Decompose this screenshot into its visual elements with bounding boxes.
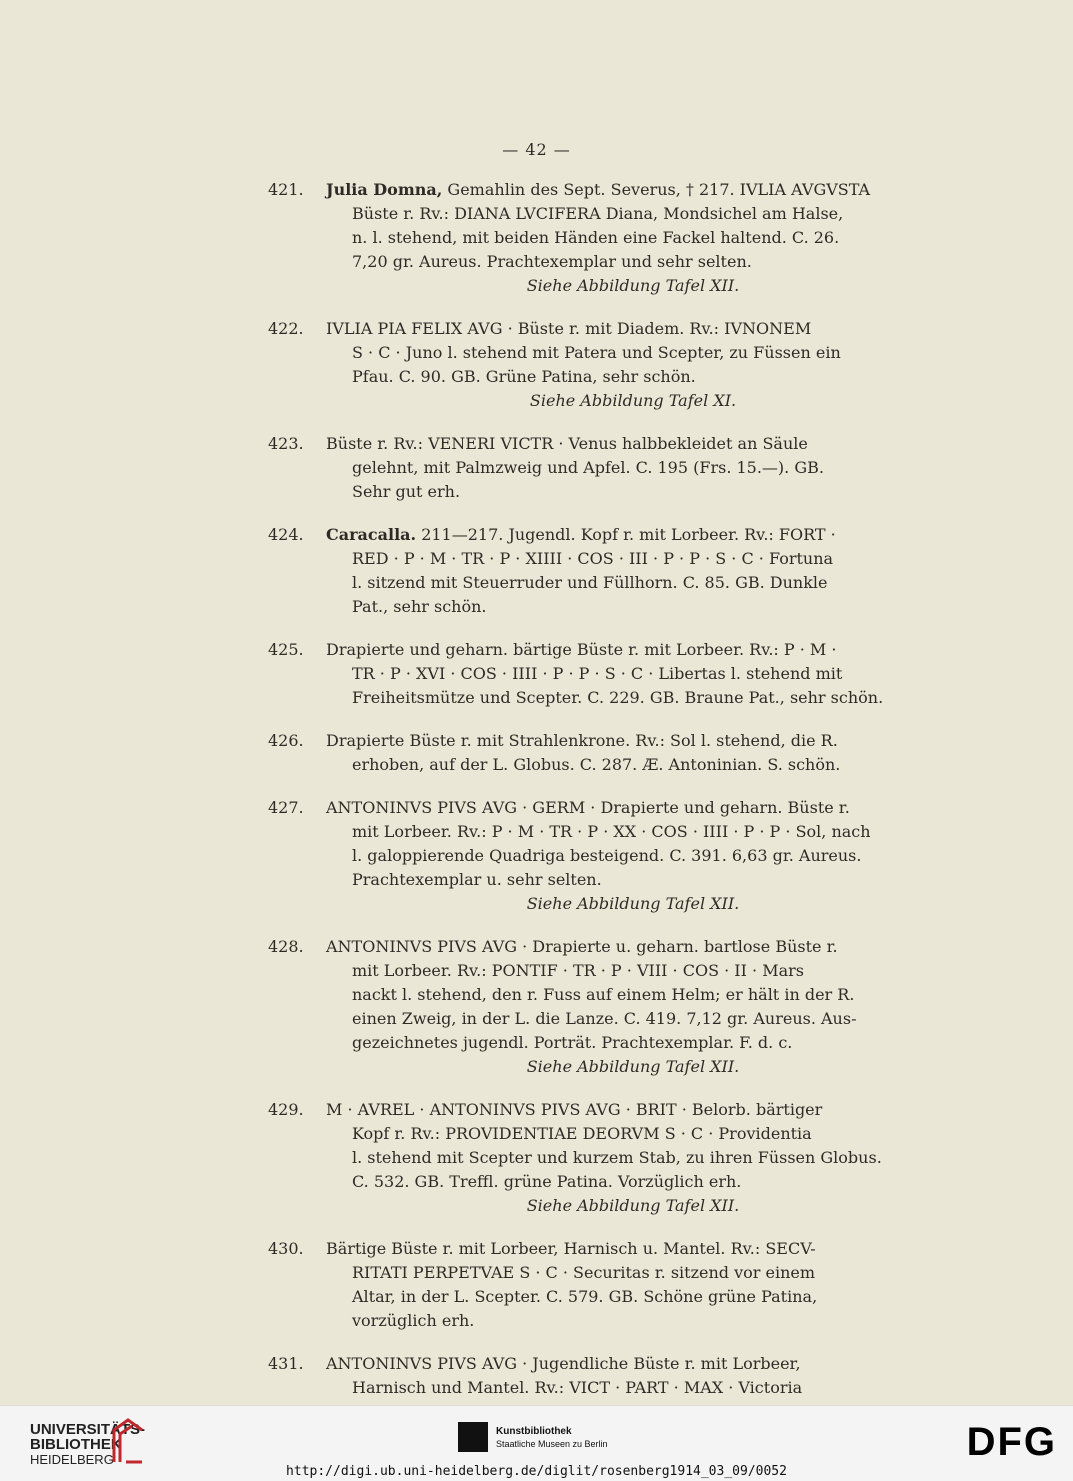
catalog-entries: [268, 178, 940, 1419]
entry-line: erhoben, auf der L. Globus. C. 287. Æ. Antoninian. S. schön.: [352, 755, 841, 774]
entry-line: Sehr gut erh.: [352, 482, 461, 501]
entry-number: 425.: [268, 640, 304, 659]
plate-reference: Siehe Abbildung Tafel XII.: [526, 894, 740, 913]
entry-number: 427.: [268, 798, 304, 817]
dfg-logo[interactable]: DFG: [966, 1420, 1057, 1464]
viewer-footer: [0, 1405, 1073, 1481]
entry-line: mit Lorbeer. Rv.: P · M · TR · P · XX · COS · IIII · P · P · Sol, nach: [352, 822, 871, 841]
uni-line3: HEIDELBERG: [30, 1452, 114, 1467]
entry-line: Freiheitsmütze und Scepter. C. 229. GB. Braune Pat., sehr schön.: [352, 688, 884, 707]
entry-number: 430.: [268, 1239, 304, 1258]
entry-number: 422.: [268, 319, 304, 338]
entry-line: Julia Domna, Gemahlin des Sept. Severus, † 217. IVLIA AVGVSTA: [326, 180, 871, 199]
entry-line: vorzüglich erh.: [352, 1311, 475, 1330]
entry-line: Bärtige Büste r. mit Lorbeer, Harnisch u. Mantel. Rv.: SECV-: [326, 1239, 816, 1258]
entry-line: Caracalla. 211—217. Jugendl. Kopf r. mit Lorbeer. Rv.: FORT ·: [326, 525, 836, 544]
ruler-name: Caracalla.: [326, 525, 417, 544]
entry-line: C. 532. GB. Treffl. grüne Patina. Vorzüglich erh.: [352, 1172, 742, 1191]
entry-text: [326, 317, 940, 413]
entry-line: Büste r. Rv.: DIANA LVCIFERA Diana, Mondsichel am Halse,: [352, 204, 844, 223]
entry-line: Harnisch und Mantel. Rv.: VICT · PART · MAX · Victoria: [352, 1378, 803, 1397]
entry-line: Drapierte und geharn. bärtige Büste r. mit Lorbeer. Rv.: P · M ·: [326, 640, 837, 659]
kunstbibliothek-icon: [458, 1422, 488, 1452]
entry-line: l. stehend mit Scepter und kurzem Stab, zu ihren Füssen Globus.: [352, 1148, 882, 1167]
entry-text: [326, 1237, 940, 1333]
uni-mark-icon: [110, 1416, 146, 1466]
plate-reference: Siehe Abbildung Tafel XI.: [529, 391, 737, 410]
entry-line: S · C · Juno l. stehend mit Patera und Scepter, zu Füssen ein: [352, 343, 841, 362]
entry-line: gelehnt, mit Palmzweig und Apfel. C. 195 (Frs. 15.—). GB.: [352, 458, 824, 477]
catalog-entry: [268, 935, 940, 1079]
entry-line: M · AVREL · ANTONINVS PIVS AVG · BRIT · Belorb. bärtiger: [326, 1100, 823, 1119]
entry-line: RITATI PERPETVAE S · C · Securitas r. sitzend vor einem: [352, 1263, 816, 1282]
entry-text: [326, 523, 940, 619]
entry-line: Büste r. Rv.: VENERI VICTR · Venus halbbekleidet an Säule: [326, 434, 808, 453]
entry-line: RED · P · M · TR · P · XIIII · COS · III · P · P · S · C · Fortuna: [352, 549, 834, 568]
entry-text: [326, 796, 940, 916]
entry-line: Pat., sehr schön.: [352, 597, 487, 616]
entry-text: [326, 935, 940, 1079]
entry-line: ANTONINVS PIVS AVG · GERM · Drapierte und geharn. Büste r.: [326, 798, 850, 817]
entry-text: [326, 432, 940, 504]
entry-text: [326, 178, 940, 298]
catalog-entry: [268, 523, 940, 619]
entry-line: Kopf r. Rv.: PROVIDENTIAE DEORVM S · C · Providentia: [352, 1124, 812, 1143]
kb-line2: Staatliche Museen zu Berlin: [496, 1438, 608, 1449]
entry-text: [326, 638, 940, 710]
entry-line: mit Lorbeer. Rv.: PONTIF · TR · P · VIII · COS · II · Mars: [352, 961, 804, 980]
entry-number: 429.: [268, 1100, 304, 1119]
entry-number: 423.: [268, 434, 304, 453]
catalog-entry: [268, 1237, 940, 1333]
uni-line1: UNIVERSITÄTS-: [30, 1421, 146, 1438]
entry-line: Pfau. C. 90. GB. Grüne Patina, sehr schön.: [352, 367, 696, 386]
plate-reference: Siehe Abbildung Tafel XII.: [526, 276, 740, 295]
entry-line: TR · P · XVI · COS · IIII · P · P · S · C · Libertas l. stehend mit: [352, 664, 843, 683]
entry-text: [326, 1098, 940, 1218]
entry-number: 424.: [268, 525, 304, 544]
catalog-entry: [268, 317, 940, 413]
entry-line: Altar, in der L. Scepter. C. 579. GB. Schöne grüne Patina,: [352, 1287, 818, 1306]
entry-text: [326, 729, 940, 777]
catalog-entry: [268, 796, 940, 916]
entry-number: 426.: [268, 731, 304, 750]
entry-text: [326, 1352, 940, 1400]
entry-number: 428.: [268, 937, 304, 956]
page-url[interactable]: http://digi.ub.uni-heidelberg.de/diglit/rosenberg1914_03_09/0052: [286, 1464, 787, 1479]
plate-reference: Siehe Abbildung Tafel XII.: [526, 1057, 740, 1076]
entry-line: Prachtexemplar u. sehr selten.: [352, 870, 602, 889]
catalog-entry: [268, 178, 940, 298]
entry-line: einen Zweig, in der L. die Lanze. C. 419. 7,12 gr. Aureus. Aus-: [352, 1009, 857, 1028]
entry-line: ANTONINVS PIVS AVG · Drapierte u. geharn. bartlose Büste r.: [326, 937, 838, 956]
page-number: — 42 —: [502, 140, 571, 159]
entry-line: Drapierte Büste r. mit Strahlenkrone. Rv.: Sol l. stehend, die R.: [326, 731, 838, 750]
catalog-entry: [268, 1098, 940, 1218]
entry-line: 7,20 gr. Aureus. Prachtexemplar und sehr selten.: [352, 252, 752, 271]
entry-line: n. l. stehend, mit beiden Händen eine Fackel haltend. C. 26.: [352, 228, 840, 247]
entry-number: 421.: [268, 180, 304, 199]
plate-reference: Siehe Abbildung Tafel XII.: [526, 1196, 740, 1215]
entry-line: ANTONINVS PIVS AVG · Jugendliche Büste r. mit Lorbeer,: [326, 1354, 801, 1373]
entry-line: nackt l. stehend, den r. Fuss auf einem Helm; er hält in der R.: [352, 985, 855, 1004]
ruler-name: Julia Domna,: [326, 180, 443, 199]
catalog-entry: [268, 729, 940, 777]
kunstbibliothek-logo[interactable]: [458, 1422, 608, 1452]
uni-line2: BIBLIOTHEK: [30, 1436, 122, 1453]
catalog-entry: [268, 432, 940, 504]
entry-line: l. sitzend mit Steuerruder und Füllhorn. C. 85. GB. Dunkle: [352, 573, 828, 592]
catalog-entry: [268, 638, 940, 710]
entry-line: gezeichnetes jugendl. Porträt. Prachtexemplar. F. d. c.: [352, 1033, 793, 1052]
kb-line1: Kunstbibliothek: [496, 1425, 572, 1437]
catalog-entry: [268, 1352, 940, 1400]
entry-number: 431.: [268, 1354, 304, 1373]
entry-line: l. galoppierende Quadriga besteigend. C. 391. 6,63 gr. Aureus.: [352, 846, 862, 865]
entry-line: IVLIA PIA FELIX AVG · Büste r. mit Diadem. Rv.: IVNONEM: [326, 319, 812, 338]
